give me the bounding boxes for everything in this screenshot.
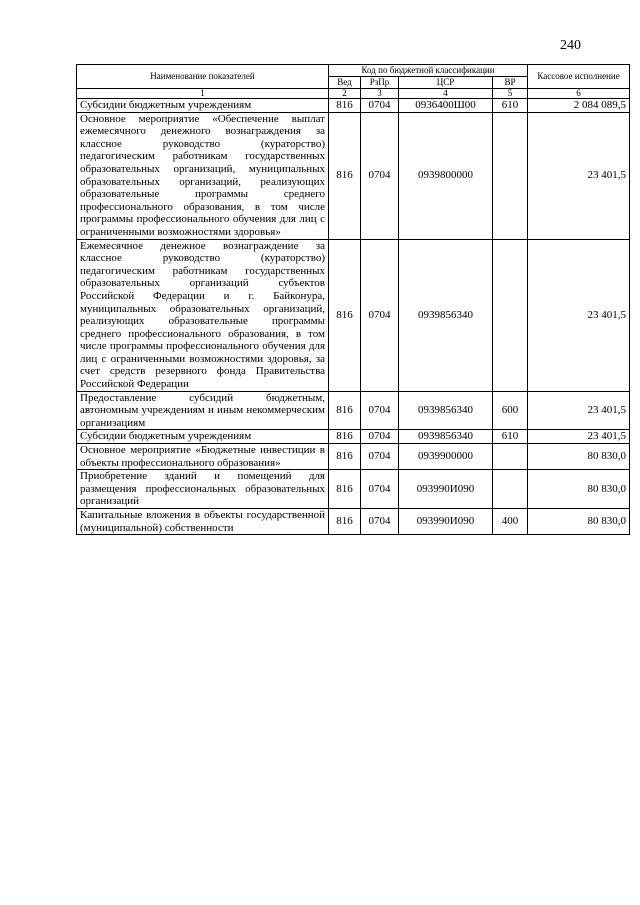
row-rzpr: 0704 (361, 239, 399, 391)
row-ved: 816 (329, 239, 361, 391)
row-name: Субсидии бюджетным учреждениям (77, 430, 329, 444)
row-rzpr: 0704 (361, 470, 399, 509)
row-amount: 23 401,5 (528, 391, 630, 430)
row-amount: 80 830,0 (528, 470, 630, 509)
row-ved: 816 (329, 99, 361, 113)
row-vr (493, 239, 528, 391)
row-ved: 816 (329, 430, 361, 444)
column-numbers-row (77, 89, 630, 99)
row-name: Основное мероприятие «Обеспечение выплат ежемесячного денежного вознаграждения за классное руководство (кураторство) педагогическим работникам государственных образовательных организаций, муниципальных образовательных организаций, реализующих образовательные программы среднего профессионального образования, в том числе программы профессионального обучения для лиц с ограниченными возможностями здоровья» (77, 112, 329, 239)
row-vr: 610 (493, 99, 528, 113)
row-vr: 400 (493, 509, 528, 535)
row-name: Приобретение зданий и помещений для размещения профессиональных образовательных организаций (77, 470, 329, 509)
row-amount: 80 830,0 (528, 509, 630, 535)
row-csr: 0939856340 (399, 430, 493, 444)
header-csr: ЦСР (399, 77, 493, 89)
row-name: Капитальные вложения в объекты государственной (муниципальной) собственности (77, 509, 329, 535)
row-ved: 816 (329, 470, 361, 509)
row-amount: 2 084 089,5 (528, 99, 630, 113)
row-amount: 80 830,0 (528, 444, 630, 470)
row-rzpr: 0704 (361, 444, 399, 470)
col-number: 2 (329, 89, 361, 99)
row-csr: 0939900000 (399, 444, 493, 470)
row-rzpr: 0704 (361, 509, 399, 535)
header-vr: ВР (493, 77, 528, 89)
header-cash: Кассовое исполнение (528, 65, 630, 89)
row-vr (493, 470, 528, 509)
row-csr: 0939800000 (399, 112, 493, 239)
row-rzpr: 0704 (361, 99, 399, 113)
row-vr: 600 (493, 391, 528, 430)
col-number: 5 (493, 89, 528, 99)
row-name: Предоставление субсидий бюджетным, автономным учреждениям и иным некоммерческим организациям (77, 391, 329, 430)
table-row (77, 391, 630, 430)
row-name: Основное мероприятие «Бюджетные инвестиции в объекты профессионального образования» (77, 444, 329, 470)
row-rzpr: 0704 (361, 112, 399, 239)
row-amount: 23 401,5 (528, 239, 630, 391)
row-vr (493, 112, 528, 239)
table-row (77, 239, 630, 391)
row-vr: 610 (493, 430, 528, 444)
table-row (77, 430, 630, 444)
row-csr: 093990И090 (399, 470, 493, 509)
col-number: 1 (77, 89, 329, 99)
row-csr: 0939856340 (399, 239, 493, 391)
table-row (77, 470, 630, 509)
row-rzpr: 0704 (361, 391, 399, 430)
row-vr (493, 444, 528, 470)
table-row (77, 112, 630, 239)
table-row (77, 509, 630, 535)
row-ved: 816 (329, 391, 361, 430)
row-amount: 23 401,5 (528, 112, 630, 239)
page-number: 240 (560, 38, 581, 53)
table-row (77, 99, 630, 113)
col-number: 4 (399, 89, 493, 99)
row-csr: 0939856340 (399, 391, 493, 430)
row-csr: 093990И090 (399, 509, 493, 535)
header-name: Наименование показателей (77, 65, 329, 89)
row-name: Субсидии бюджетным учреждениям (77, 99, 329, 113)
header-rzpr: РзПр (361, 77, 399, 89)
row-ved: 816 (329, 112, 361, 239)
header-code-group: Код по бюджетной классификации (329, 65, 528, 77)
table-row (77, 444, 630, 470)
row-ved: 816 (329, 509, 361, 535)
header-ved: Вед (329, 77, 361, 89)
col-number: 6 (528, 89, 630, 99)
row-amount: 23 401,5 (528, 430, 630, 444)
col-number: 3 (361, 89, 399, 99)
row-rzpr: 0704 (361, 430, 399, 444)
row-ved: 816 (329, 444, 361, 470)
row-csr: 0936400Ш00 (399, 99, 493, 113)
row-name: Ежемесячное денежное вознаграждение за классное руководство (кураторство) педагогическим работникам государственных образовательных организаций субъектов Российской Федерации и г. Байконура, муниципальных образовательных организаций, реализующих образовательные программы среднего профессионального образования, в том числе программы профессионального обучения для лиц с ограниченными возможностями здоровья, за счет средств резервного фонда Правительства Российской Федерации (77, 239, 329, 391)
budget-table (76, 64, 630, 535)
